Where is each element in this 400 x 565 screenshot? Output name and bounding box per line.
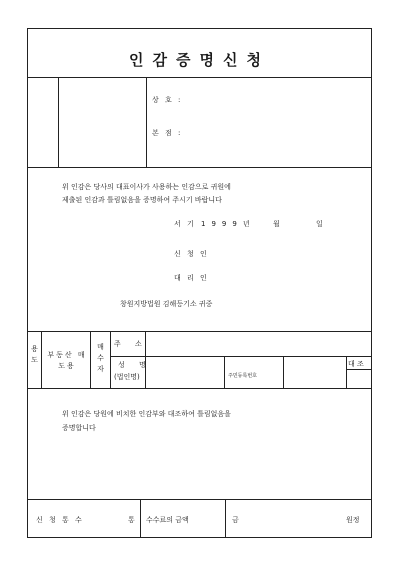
divider [224, 356, 225, 388]
request-statement-line-1: 위 인감은 당사의 대표이사가 사용하는 인감으로 귀원에 [62, 183, 231, 191]
compare-label: 대 조 [348, 360, 364, 368]
date-era-label: 서 기 [174, 220, 196, 228]
divider [41, 331, 42, 388]
company-name-label: 상 호 : [152, 96, 183, 104]
date-year: 1999년 [201, 220, 256, 228]
divider [28, 167, 371, 168]
address-label: 주 소 [114, 340, 148, 348]
date-month-label: 월 [273, 220, 280, 228]
fee-prefix: 금 [232, 516, 239, 524]
fee-label: 수수료의 금액 [146, 516, 189, 524]
divider [28, 499, 371, 500]
divider [346, 356, 347, 388]
divider [225, 499, 226, 538]
corporate-name-label: (법인명) [114, 373, 140, 381]
seal-certificate-form [27, 28, 372, 538]
divider [283, 356, 284, 388]
date-day-label: 일 [316, 220, 323, 228]
divider [90, 331, 91, 388]
divider [28, 331, 371, 332]
applicant-label: 신 청 인 [174, 250, 209, 258]
court-addressee: 창원지방법원 김해등기소 귀중 [120, 300, 213, 308]
divider [110, 331, 111, 388]
request-statement-line-2: 제출된 인감과 틀림없음을 증명하여 주시기 바랍니다 [62, 196, 222, 204]
certification-line-1: 위 인감은 당원에 비치한 인감부와 대조하여 틀림없음을 [62, 410, 231, 418]
name-label: 성 명 [118, 361, 152, 369]
fee-unit: 원정 [346, 516, 360, 524]
agent-label: 대 리 인 [174, 274, 209, 282]
form-title: 인감증명신청 [129, 51, 270, 69]
divider [28, 388, 371, 389]
head-office-label: 본 점 : [152, 129, 183, 137]
usage-label: 용도 [31, 345, 38, 364]
copies-unit: 통 [128, 516, 135, 524]
real-estate-sale-label: 부동산 매도용 [47, 351, 87, 370]
divider [146, 77, 147, 167]
seal-impression-box [59, 78, 145, 166]
divider [110, 356, 371, 357]
divider [346, 369, 372, 370]
seal-box-small [29, 78, 57, 166]
divider [140, 499, 141, 538]
buyer-label: 매수자 [97, 343, 104, 373]
resident-number-label: 주민등록번호 [228, 373, 257, 379]
copies-label: 신 청 통 수 [36, 516, 84, 524]
certification-line-2: 증명합니다 [62, 424, 96, 432]
